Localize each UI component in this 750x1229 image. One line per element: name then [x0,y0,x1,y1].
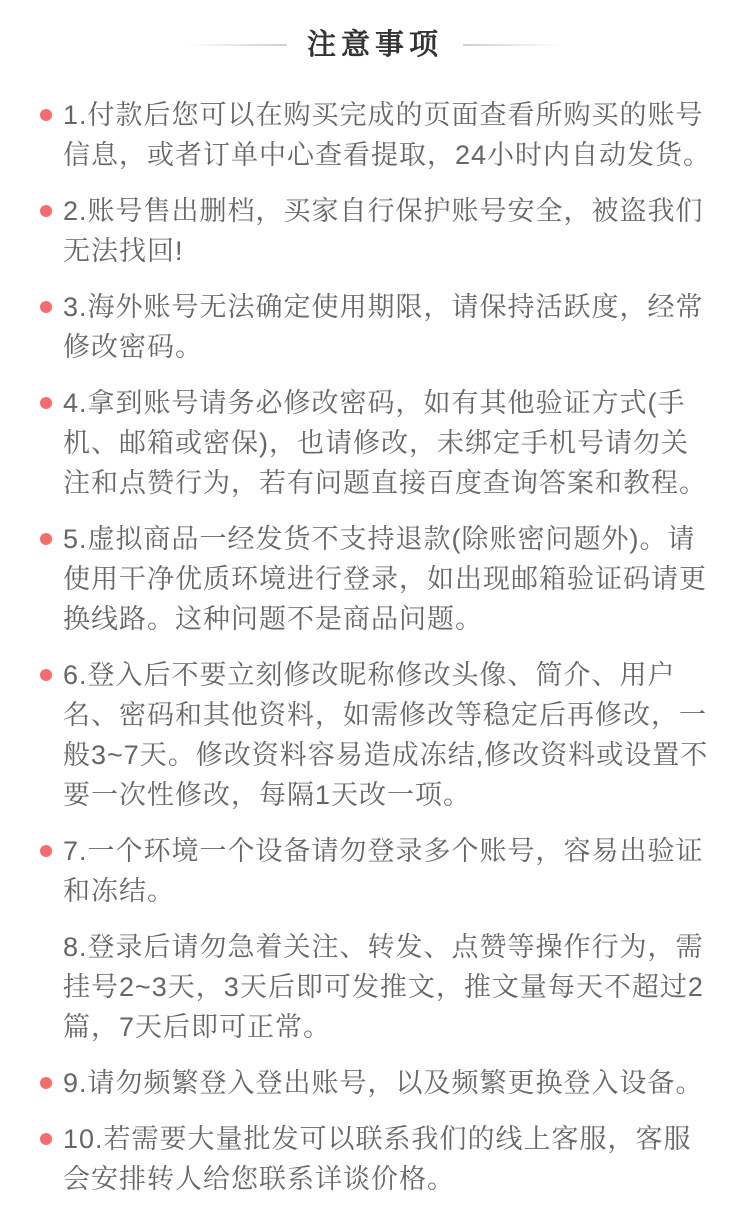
page-title: 注意事项 [306,29,443,61]
bullet-dot-icon [40,397,52,409]
notice-item-3 [40,287,712,367]
notice-item-text: 1.付款后您可以在购买完成的页面查看所购买的账号信息，或者订单中心查看提取，24小时内自动发货。 [63,100,712,170]
notice-item-text: 3.海外账号无法确定使用期限，请保持活跃度，经常修改密码。 [63,292,704,362]
notice-list [0,95,750,1229]
title-divider-left [187,44,287,46]
bullet-dot-icon [40,109,52,121]
notice-item-text: 8.登录后请勿急着关注、转发、点赞等操作行为，需挂号2~3天，3天后即可发推文，推文量每天不超过2篇，7天后即可正常。 [63,932,704,1042]
title-divider-right [463,44,563,46]
notice-item-6 [40,655,712,815]
notice-item-8 [40,927,712,1047]
title-row [0,28,750,62]
bullet-dot-icon [40,533,52,545]
notice-item-2 [40,191,712,271]
notice-item-1 [40,95,712,175]
notice-item-text: 5.虚拟商品一经发货不支持退款(除账密问题外)。请使用干净优质环境进行登录，如出现邮箱验证码请更换线路。这种问题不是商品问题。 [63,524,707,634]
bullet-dot-icon [40,301,52,313]
bullet-dot-icon [40,669,52,681]
notice-item-9 [40,1063,712,1103]
bullet-dot-icon [40,1077,52,1089]
notice-item-5 [40,519,712,639]
bullet-dot-icon [40,1133,52,1145]
notice-item-text: 9.请勿频繁登入登出账号，以及频繁更换登入设备。 [63,1068,704,1098]
notice-item-text: 2.账号售出删档，买家自行保护账号安全，被盗我们无法找回! [63,196,704,266]
bullet-dot-icon [40,205,52,217]
notice-item-text: 4.拿到账号请务必修改密码，如有其他验证方式(手机、邮箱或密保)，也请修改，未绑定手机号请勿关注和点赞行为，若有问题直接百度查询答案和教程。 [63,388,707,498]
notice-item-4 [40,383,712,503]
notice-item-text: 10.若需要大量批发可以联系我们的线上客服，客服会安排转人给您联系详谈价格。 [63,1124,692,1194]
notice-item-text: 6.登入后不要立刻修改昵称修改头像、简介、用户名、密码和其他资料，如需修改等稳定后再修改，一般3~7天。修改资料容易造成冻结,修改资料或设置不要一次性修改，每隔1天改一项。 [63,660,709,810]
bullet-dot-icon [40,845,52,857]
notice-item-7 [40,831,712,911]
notice-item-text: 7.一个环境一个设备请勿登录多个账号，容易出验证和冻结。 [63,836,704,906]
notice-item-10 [40,1119,712,1199]
